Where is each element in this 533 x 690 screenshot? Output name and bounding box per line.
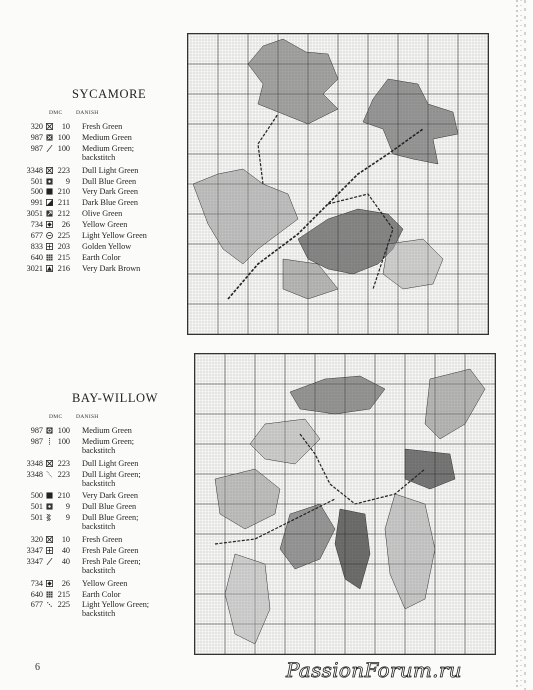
sycamore-column-headers <box>0 110 180 118</box>
dmc-number: 677 <box>30 600 43 610</box>
color-key-row <box>0 513 170 535</box>
color-key-row <box>0 198 170 209</box>
color-key-row <box>0 502 170 513</box>
color-name-note: backstitch <box>82 565 116 575</box>
dmc-number: 734 <box>30 578 43 588</box>
dmc-number: 3347 <box>26 545 43 555</box>
danish-number: 9 <box>65 176 70 186</box>
dmc-number: 320 <box>30 122 43 131</box>
color-name: Olive Green <box>82 209 123 219</box>
color-key-row <box>0 122 170 133</box>
color-key-row <box>0 144 170 166</box>
color-name: Very Dark Brown <box>82 263 141 273</box>
danish-number: 215 <box>57 252 70 262</box>
danish-number: 215 <box>57 589 70 599</box>
color-key-row <box>0 177 170 188</box>
color-name: Fresh Green <box>82 535 123 544</box>
color-name: Medium Green; <box>82 436 135 446</box>
color-key-row <box>0 600 170 622</box>
danish-number: 223 <box>57 469 70 479</box>
baywillow-chart <box>194 353 496 655</box>
dmc-number: 987 <box>30 436 43 446</box>
dmc-number: 501 <box>30 502 43 512</box>
sycamore-chart-grid <box>188 34 488 334</box>
color-key-row <box>0 242 170 253</box>
color-key-row <box>0 546 170 557</box>
dmc-number: 734 <box>30 220 43 230</box>
danish-number: 26 <box>61 220 70 230</box>
color-name: Very Dark Green <box>82 491 138 501</box>
color-key-row <box>0 231 170 242</box>
danish-number: 9 <box>65 502 70 512</box>
color-name: Dull Light Green <box>82 458 139 468</box>
danish-number: 100 <box>57 426 70 435</box>
color-name-note: backstitch <box>82 609 116 619</box>
color-key-row <box>0 253 170 264</box>
dmc-number: 987 <box>30 143 43 153</box>
danish-number: 9 <box>65 513 70 523</box>
color-key-row <box>0 590 170 601</box>
dmc-number: 991 <box>30 198 43 208</box>
danish-number: 212 <box>57 209 70 219</box>
danish-number: 216 <box>57 263 70 273</box>
color-name: Fresh Pale Green <box>82 545 139 555</box>
color-name: Fresh Pale Green; <box>82 556 141 566</box>
color-name: Medium Green <box>82 132 132 142</box>
color-key-row <box>0 557 170 579</box>
color-name: Dull Blue Green <box>82 502 137 512</box>
dmc-number: 3051 <box>26 209 43 219</box>
danish-number: 10 <box>61 535 70 544</box>
sycamore-chart <box>187 33 489 335</box>
page-number: 6 <box>35 662 40 673</box>
dmc-number: 3348 <box>26 165 43 175</box>
color-name: Fresh Green <box>82 122 123 131</box>
color-name: Yellow Green <box>82 578 128 588</box>
color-name: Light Yellow Green <box>82 231 147 240</box>
color-key-row <box>0 535 170 546</box>
color-name-note: backstitch <box>82 152 116 162</box>
dmc-number: 501 <box>30 176 43 186</box>
dmc-number: 677 <box>30 231 43 240</box>
danish-number: 225 <box>57 231 70 240</box>
danish-number: 40 <box>61 556 70 566</box>
color-key-row <box>0 459 170 470</box>
dmc-number: 640 <box>30 589 43 599</box>
color-name: Dull Light Green; <box>82 469 141 479</box>
dmc-number: 987 <box>30 132 43 142</box>
dmc-number: 3347 <box>26 556 43 566</box>
color-name: Light Yellow Green; <box>82 600 150 610</box>
baywillow-chart-grid <box>195 354 495 654</box>
color-key-row <box>0 166 170 177</box>
color-name: Dull Light Green <box>82 165 139 175</box>
color-name-note: backstitch <box>82 522 116 532</box>
baywillow-color-key <box>0 426 180 626</box>
color-key-row <box>0 470 170 492</box>
color-key-row <box>0 133 170 144</box>
color-name-note: backstitch <box>82 445 116 455</box>
color-key-row <box>0 187 170 198</box>
danish-number: 100 <box>57 436 70 446</box>
danish-number: 10 <box>61 122 70 131</box>
sycamore-title: SYCAMORE <box>72 87 147 101</box>
dmc-number: 3021 <box>26 263 43 273</box>
danish-number: 210 <box>57 491 70 501</box>
color-name: Golden Yellow <box>82 241 132 251</box>
dmc-number: 500 <box>30 491 43 501</box>
color-key-row <box>0 209 170 220</box>
color-name: Earth Color <box>82 589 121 599</box>
danish-number: 26 <box>61 578 70 588</box>
dmc-number: 987 <box>30 426 43 435</box>
color-key-row <box>0 437 170 459</box>
baywillow-column-headers <box>0 414 180 422</box>
danish-number: 40 <box>61 545 70 555</box>
danish-number: 210 <box>57 187 70 197</box>
color-key-row <box>0 264 170 275</box>
dmc-number: 501 <box>30 513 43 523</box>
binding-shadow <box>513 0 533 690</box>
dmc-number: 640 <box>30 252 43 262</box>
color-key-row <box>0 579 170 590</box>
dmc-number: 833 <box>30 241 43 251</box>
color-key-row <box>0 220 170 231</box>
dmc-number: 3348 <box>26 458 43 468</box>
color-name-note: backstitch <box>82 478 116 488</box>
color-key-row <box>0 426 170 437</box>
sycamore-color-key <box>0 122 180 282</box>
dmc-number: 3348 <box>26 469 43 479</box>
color-name: Medium Green; <box>82 143 135 153</box>
dmc-number: 500 <box>30 187 43 197</box>
color-name: Medium Green <box>82 426 132 435</box>
baywillow-header-danish: DANISH <box>76 414 99 420</box>
danish-number: 203 <box>57 241 70 251</box>
color-name: Very Dark Green <box>82 187 138 197</box>
danish-number: 223 <box>57 165 70 175</box>
color-name: Dull Blue Green; <box>82 513 139 523</box>
danish-number: 100 <box>57 132 70 142</box>
color-name: Dull Blue Green <box>82 176 137 186</box>
color-key-row <box>0 491 170 502</box>
danish-number: 225 <box>57 600 70 610</box>
color-name: Dark Blue Green <box>82 198 138 208</box>
color-name: Yellow Green <box>82 220 128 230</box>
danish-number: 100 <box>57 143 70 153</box>
color-name: Earth Color <box>82 252 121 262</box>
dmc-number: 320 <box>30 535 43 544</box>
baywillow-header-dmc: DMC <box>49 414 63 420</box>
watermark-logo: PassionForum.ru <box>286 658 462 682</box>
danish-number: 211 <box>58 198 70 208</box>
sycamore-header-dmc: DMC <box>49 110 63 116</box>
danish-number: 223 <box>57 458 70 468</box>
sycamore-header-danish: DANISH <box>76 110 99 116</box>
baywillow-title: BAY-WILLOW <box>72 391 159 405</box>
